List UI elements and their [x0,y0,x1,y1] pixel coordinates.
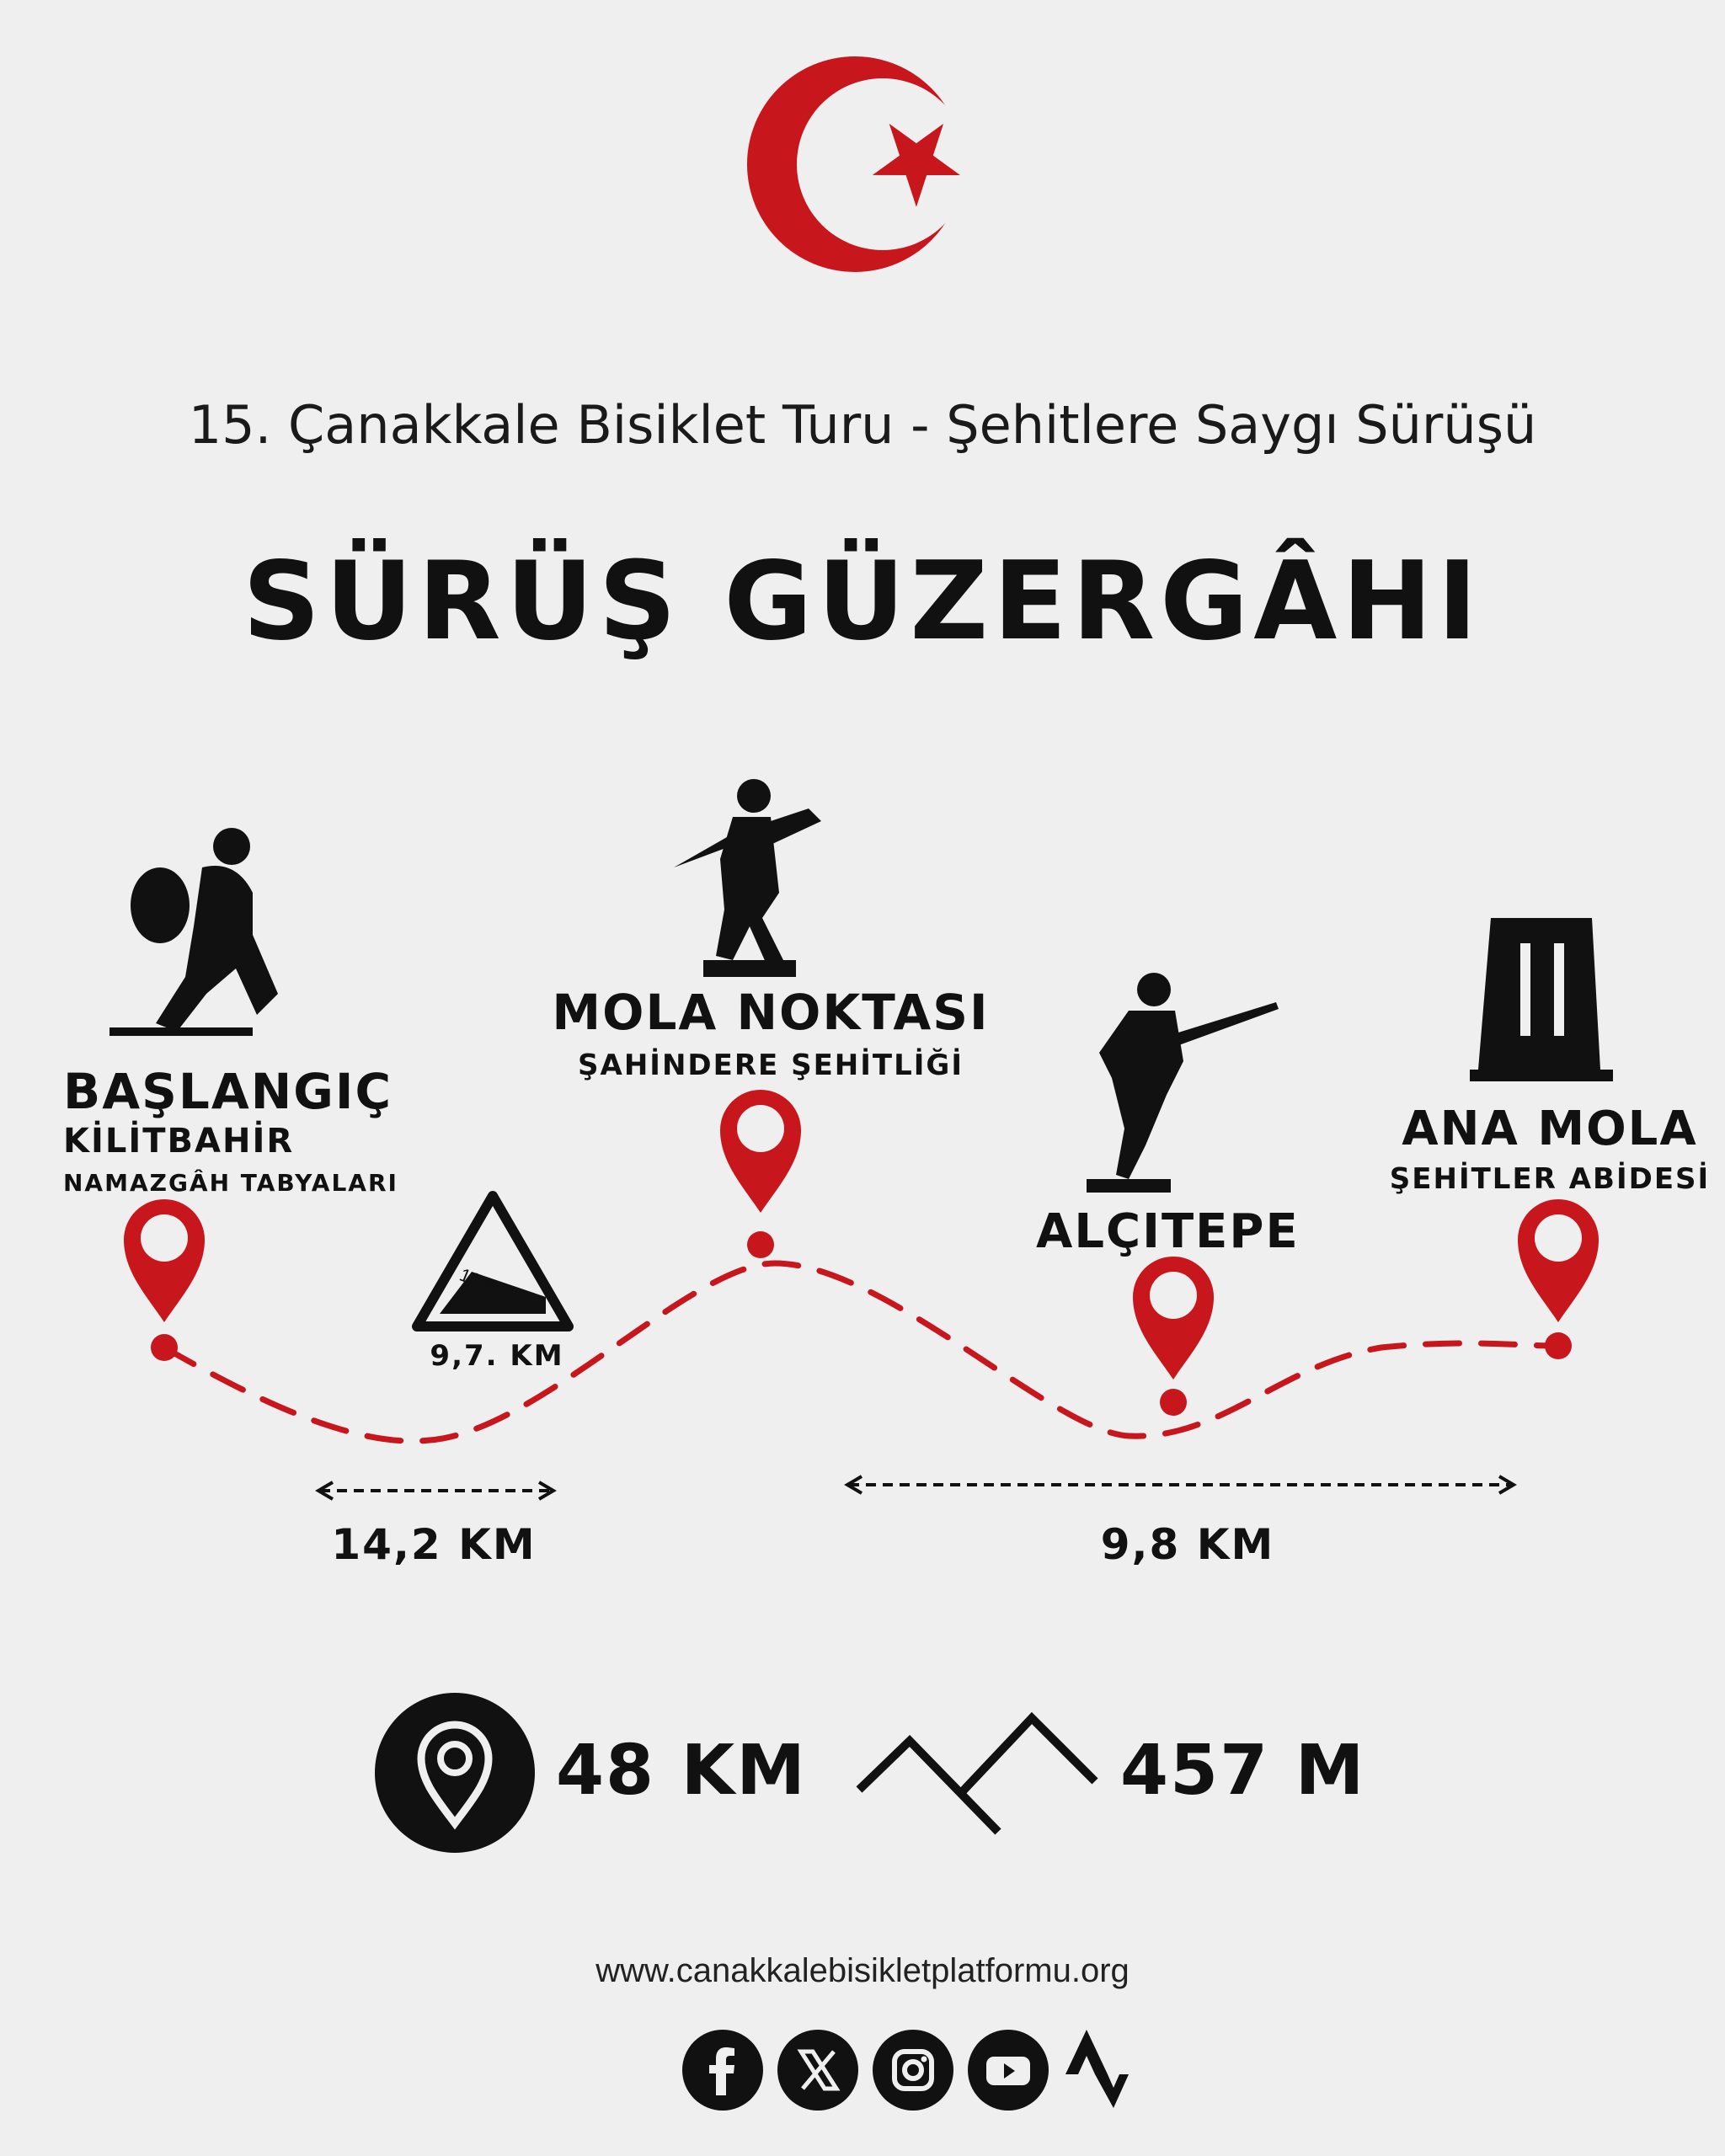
map-pin-icon [124,1199,205,1322]
total-elevation: 457 M [1120,1731,1366,1811]
route-dot-rest [747,1231,774,1258]
page-title: SÜRÜŞ GÜZERGÂHI [242,539,1483,664]
website-link[interactable]: www.canakkalebisikletplatformu.org [595,1952,1130,1989]
soldier-statue-icon [674,779,821,977]
route-dot-alcitepe [1160,1389,1187,1416]
stop-start-line2: NAMAZGÂH TABYALARI [63,1169,398,1197]
stop-start-line1: KİLİTBAHİR [63,1122,295,1161]
climb-grade: 10% [457,1263,499,1298]
distance-arrow [318,1482,553,1499]
stop-alcitepe-title: ALÇITEPE [1036,1204,1300,1259]
x-icon[interactable] [777,2030,858,2111]
strava-icon[interactable] [1061,2025,1129,2118]
soldier-statue-icon [1087,973,1279,1193]
route-line [164,1263,1558,1441]
map-pin-icon [1518,1199,1599,1322]
stop-main-line1: ŞEHİTLER ABİDESİ [1389,1162,1711,1196]
segment-distance-last: 9,8 KM [1100,1520,1275,1569]
stop-main-title: ANA MOLA [1402,1102,1698,1156]
route-dot-start [151,1334,178,1361]
distance-arrow [847,1476,1514,1493]
route-dot-main [1545,1332,1572,1359]
segment-distance-first: 14,2 KM [331,1520,537,1569]
crescent-star-icon [724,51,1028,278]
map-pin-icon [375,1693,535,1853]
map-pin-icon [720,1090,801,1213]
mountain-icon [855,1705,1099,1840]
facebook-icon[interactable] [682,2030,763,2111]
gradient-sign-icon [417,1196,569,1326]
martyrs-monument-icon [1470,918,1613,1081]
map-pin-icon [1133,1257,1214,1380]
soldier-statue-icon [109,828,278,1036]
stop-start-title: BAŞLANGIÇ [63,1063,393,1120]
total-distance: 48 KM [556,1731,807,1811]
stop-rest-line1: ŞAHİNDERE ŞEHİTLİĞİ [578,1049,964,1082]
instagram-icon[interactable] [873,2030,953,2111]
youtube-icon[interactable] [968,2030,1049,2111]
event-subtitle: 15. Çanakkale Bisiklet Turu - Şehitlere Saygı Sürüşü [188,394,1537,456]
stop-rest-title: MOLA NOKTASI [552,984,990,1041]
climb-distance: 9,7. KM [430,1339,564,1373]
